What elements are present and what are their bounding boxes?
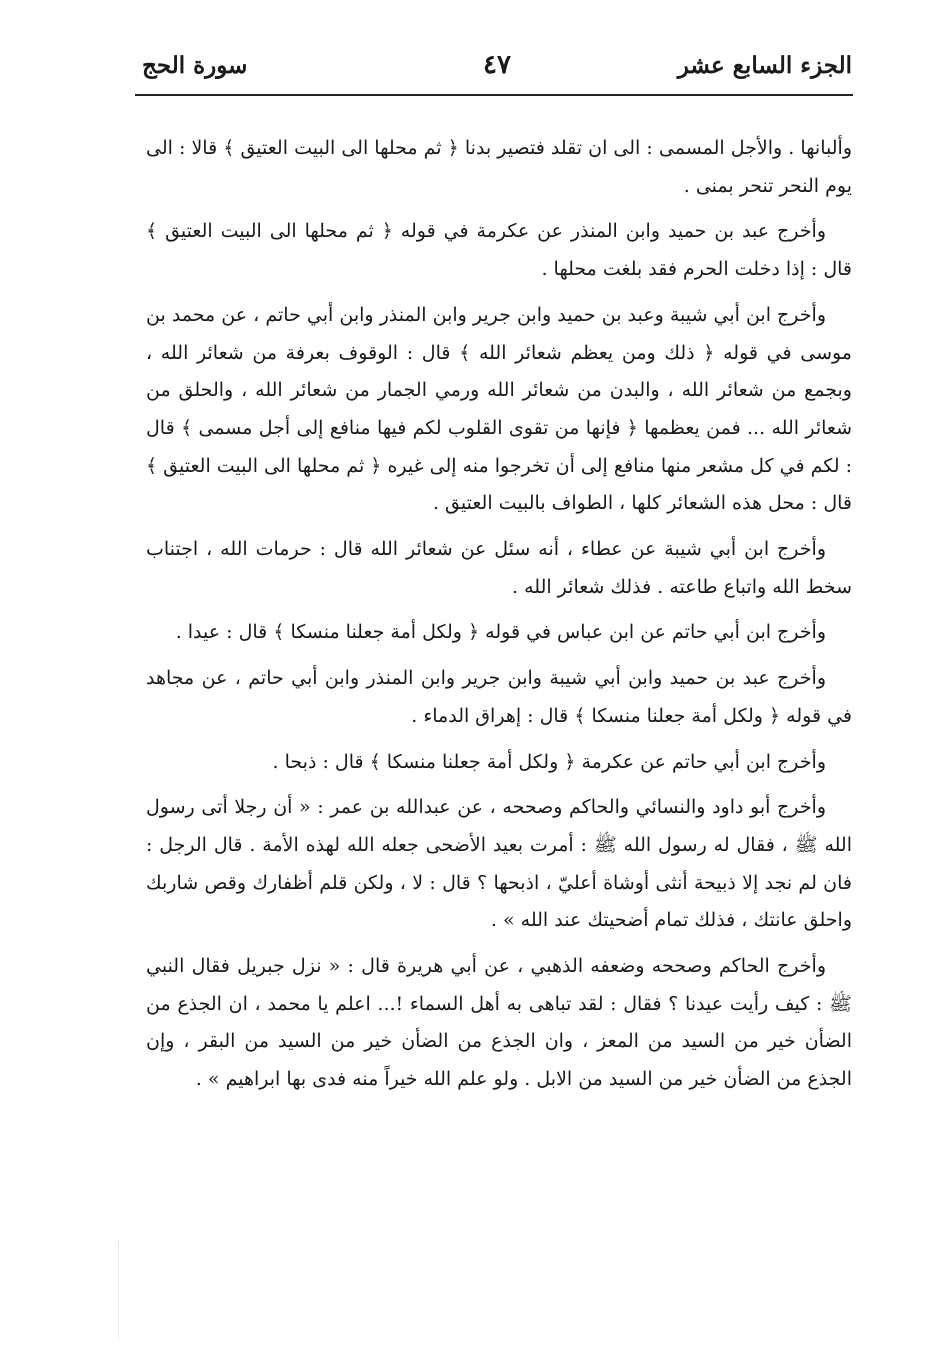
paragraph: وأخرج ابن أبي شيبة وعبد بن حميد وابن جرير وابن المنذر وابن أبي حاتم ، عن محمد بن موسى في قوله ﴿ ذلك ومن يعظم شعائر الله ﴾ قال : الوقوف بعرفة من شعائر الله ، وبجمع من شعائر الله ، والبدن من شعائر الله ورمي الجمار من شعائر الله ، والحلق من شعائر الله ... فمن يعظمها ﴿ فإنها من تقوى القلوب لكم فيها منافع إلى أجل مسمى ﴾ قال : لكم في كل مشعر منها منافع إلى أن تخرجوا منه إلى غيره ﴿ ثم محلها الى البيت العتيق ﴾ قال : محل هذه الشعائر كلها ، الطواف بالبيت العتيق . bbox=[146, 303, 852, 515]
surah-title: سورة الحج bbox=[142, 52, 248, 79]
paragraph: وأخرج عبد بن حميد وابن المنذر عن عكرمة في قوله ﴿ ثم محلها الى البيت العتيق ﴾ قال : إذا دخلت الحرم فقد بلغت محلها . bbox=[146, 220, 852, 281]
page-header bbox=[142, 44, 852, 88]
paragraph: وألبانها . والأجل المسمى : الى ان تقلد فتصير بدنا ﴿ ثم محلها الى البيت العتيق ﴾ قالا : الى يوم النحر تنحر بمنى . bbox=[146, 137, 852, 197]
paragraph: وأخرج ابن أبي حاتم عن ابن عباس في قوله ﴿ ولكل أمة جعلنا منسكا ﴾ قال : عيدا . bbox=[175, 621, 826, 644]
part-title: الجزء السابع عشر bbox=[677, 52, 852, 79]
paragraph: وأخرج ابن أبي شيبة عن عطاء ، أنه سئل عن شعائر الله قال : حرمات الله ، اجتناب سخط الله واتباع طاعته . فذلك شعائر الله . bbox=[146, 538, 852, 598]
paragraph: وأخرج الحاكم وصححه وضعفه الذهبي ، عن أبي هريرة قال : « نزل جبريل فقال النبي ﷺ : كيف رأيت عيدنا ؟ فقال : لقد تباهى به أهل السماء !... اعلم يا محمد ، ان الجذع من الضأن خير من السيد من المعز ، وان الجذع من الضأن خير من السيد من البقر ، وإن الجذع من الضأن خير من السيد من الابل . ولو علم الله خيراً منه فدى بها ابراهيم » . bbox=[146, 955, 852, 1091]
page-number: ٤٧ bbox=[483, 50, 511, 80]
margin-scan-mark bbox=[118, 1240, 120, 1340]
paragraph: وأخرج ابن أبي حاتم عن عكرمة ﴿ ولكل أمة جعلنا منسكا ﴾ قال : ذبحا . bbox=[272, 750, 826, 773]
paragraph: وأخرج عبد بن حميد وابن أبي شيبة وابن جرير وابن المنذر وابن أبي حاتم ، عن مجاهد في قوله ﴿ ولكل أمة جعلنا منسكا ﴾ قال : إهراق الدماء . bbox=[146, 667, 852, 727]
header-rule bbox=[135, 94, 853, 96]
paragraph: وأخرج أبو داود والنسائي والحاكم وصححه ، عن عبدالله بن عمر : « أن رجلا أتى رسول الله ﷺ ، فقال له رسول الله ﷺ : أمرت بعيد الأضحى جعله الله لهذه الأمة . قال الرجل : فان لم نجد إلا ذبيحة أنثى أوشاة أعليّ ، اذبحها ؟ قال : لا ، ولكن قلم أظفارك وقص شاربك واحلق عانتك ، فذلك تمام أضحيتك عند الله » . bbox=[146, 796, 852, 932]
page-body bbox=[146, 130, 852, 1107]
